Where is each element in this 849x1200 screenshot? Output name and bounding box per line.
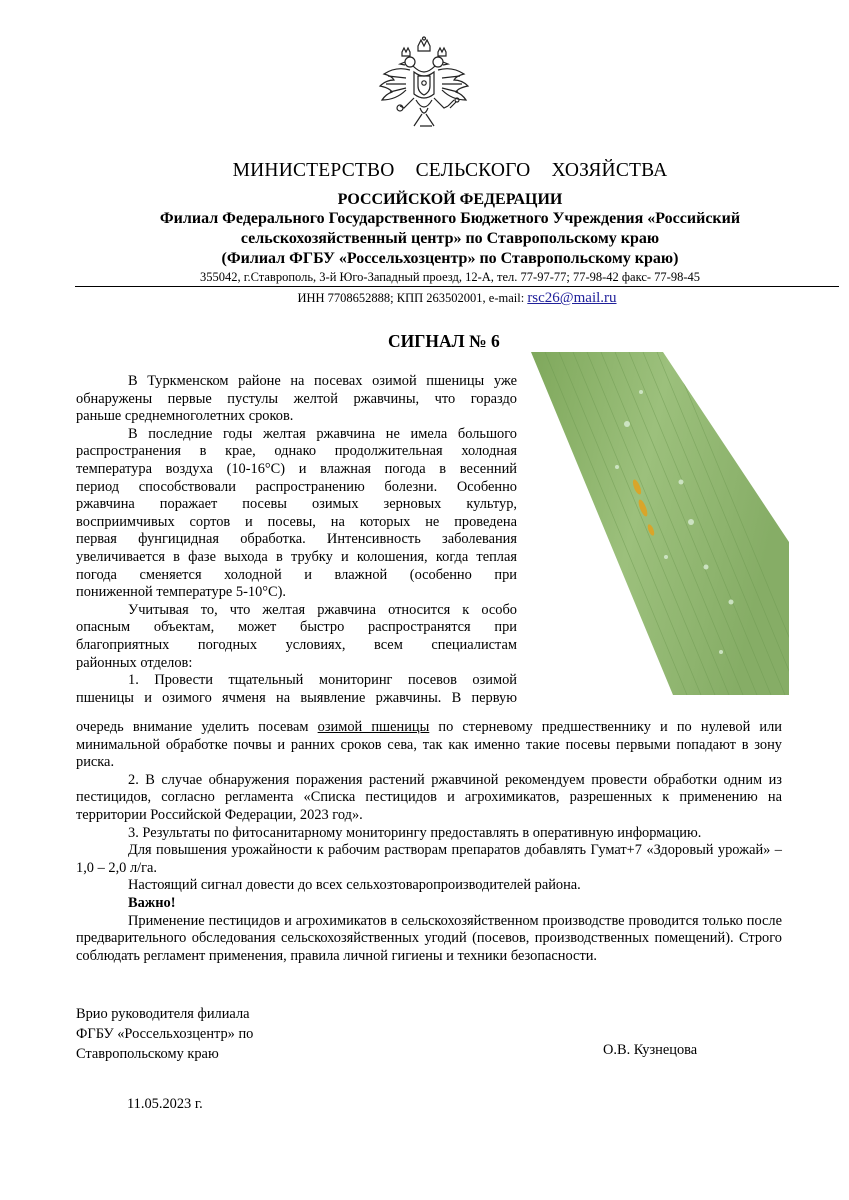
coat-of-arms-icon (376, 36, 472, 136)
branch-name-line-3: (Филиал ФГБУ «Россельхозцентр» по Ставропольскому краю) (221, 250, 679, 267)
text-line: ржавчина поражает посевы озимых зерновых культур, (76, 496, 517, 513)
underlined-text: озимой пшеницы (317, 719, 430, 735)
wheat-leaf-photo (531, 352, 789, 695)
paragraph-monitoring-cont (76, 719, 782, 772)
text-line: первая фунгицидная обработка. Интенсивность заболевания (76, 531, 517, 548)
ministry-title: МИНИСТЕРСТВО СЕЛЬСКОГО ХОЗЯЙСТВА (232, 160, 668, 181)
branch-name-line-2: сельскохозяйственный центр» по Ставропольскому краю (240, 230, 660, 247)
text-line: благоприятных погодных условиях, всем специалистам (76, 636, 517, 653)
tax-ids-text: ИНН 7708652888; КПП 263502001, e-mail: (297, 291, 528, 305)
text-line: 1. Провести тщательный мониторинг посевов озимой (128, 672, 517, 689)
signer-title-line-1: Врио руководителя филиала (76, 1006, 250, 1022)
important-label: Важно! (128, 894, 176, 911)
header-divider (75, 286, 839, 287)
text-line: В последние годы желтая ржавчина не имела большого (128, 425, 517, 442)
text-line: распространения в крае, однако продолжительная холодная (76, 443, 517, 460)
text: по стерневому предшественнику и по нулевой или минимальной обработке почвы и ранних сроков сева, так как именно такие посевы первыми попадают в зону риска. (76, 719, 782, 771)
text: очередь внимание уделить посевам (76, 719, 318, 735)
paragraph-reporting: 3. Результаты по фитосанитарному мониторингу предоставлять в оперативную информацию. (128, 824, 702, 841)
text-line: районных отделов: (76, 654, 193, 671)
text-line: Учитывая то, что желтая ржавчина относится к особо (128, 601, 517, 618)
text-line: опасным объектам, может быстро распространятся при (76, 619, 517, 636)
document-date: 11.05.2023 г. (127, 1096, 203, 1112)
signer-block (76, 1004, 253, 1064)
text-line: пониженной температуре 5-10°С). (76, 584, 287, 601)
text-line: период способствовали распространению болезни. Особенно (76, 478, 517, 495)
address-line: 355042, г.Ставрополь, 3-й Юго-Западный проезд, 12-А, тел. 77-97-77; 77-98-42 факс- 77-98-45 (200, 270, 700, 284)
paragraph-distribution: Настоящий сигнал довести до всех сельхозтоваропроизводителей района. (128, 877, 581, 894)
email-link[interactable]: rsc26@mail.ru (527, 290, 617, 306)
text-line: погода сменяется холодной и влажной (особенно при (76, 566, 517, 583)
paragraph-treatment: 2. В случае обнаружения поражения растений ржавчиной рекомендуем провести обработки одним из пестицидов, согласно регламента «Списка пестицидов и агрохимикатов, разрешенных к применению на территории Российской Федерации, 2023 год». (76, 771, 782, 823)
signer-title-line-3: Ставропольскому краю (76, 1046, 219, 1062)
body-column (76, 373, 517, 707)
text-line: раньше среднемноголетних сроков. (76, 408, 294, 425)
signer-title-line-2: ФГБУ «Россельхозцентр» по (76, 1026, 254, 1042)
signer-name: О.В. Кузнецова (603, 1042, 698, 1058)
text-line: температура воздуха (10-16°С) и влажная погода в весенний (76, 460, 517, 477)
document-title: СИГНАЛ № 6 (388, 331, 500, 351)
text-line: увеличивается в фазе выхода в трубку и колошения, когда теплая (76, 548, 517, 565)
text-line: обнаружены первые пустулы желтой ржавчины, что гораздо (76, 390, 517, 407)
body-full-width (76, 719, 782, 965)
tax-ids-line (75, 290, 839, 307)
federation-title: РОССИЙСКОЙ ФЕДЕРАЦИИ (337, 191, 563, 208)
text-line: пшеницы и озимого ячменя на выявление ржавчины. В первую (76, 689, 517, 706)
text-line: восприимчивых сортов и посевы, на которых не проведена (76, 513, 517, 530)
paragraph-safety: Применение пестицидов и агрохимикатов в сельскохозяйственном производстве проводится только после предварительного обследования сельскохозяйственных угодий (посевов, производственных помещений). Строго соблюдать регламент применения, правила личной гигиены и техники безопасности. (76, 912, 782, 964)
paragraph-humate: Для повышения урожайности к рабочим растворам препаратов добавлять Гумат+7 «Здоровый урожай» – 1,0 – 2,0 л/га. (76, 842, 782, 876)
text-line: В Туркменском районе на посевах озимой пшеницы уже (128, 373, 517, 389)
branch-name-line-1: Филиал Федерального Государственного Бюджетного Учреждения «Российский (159, 210, 741, 227)
